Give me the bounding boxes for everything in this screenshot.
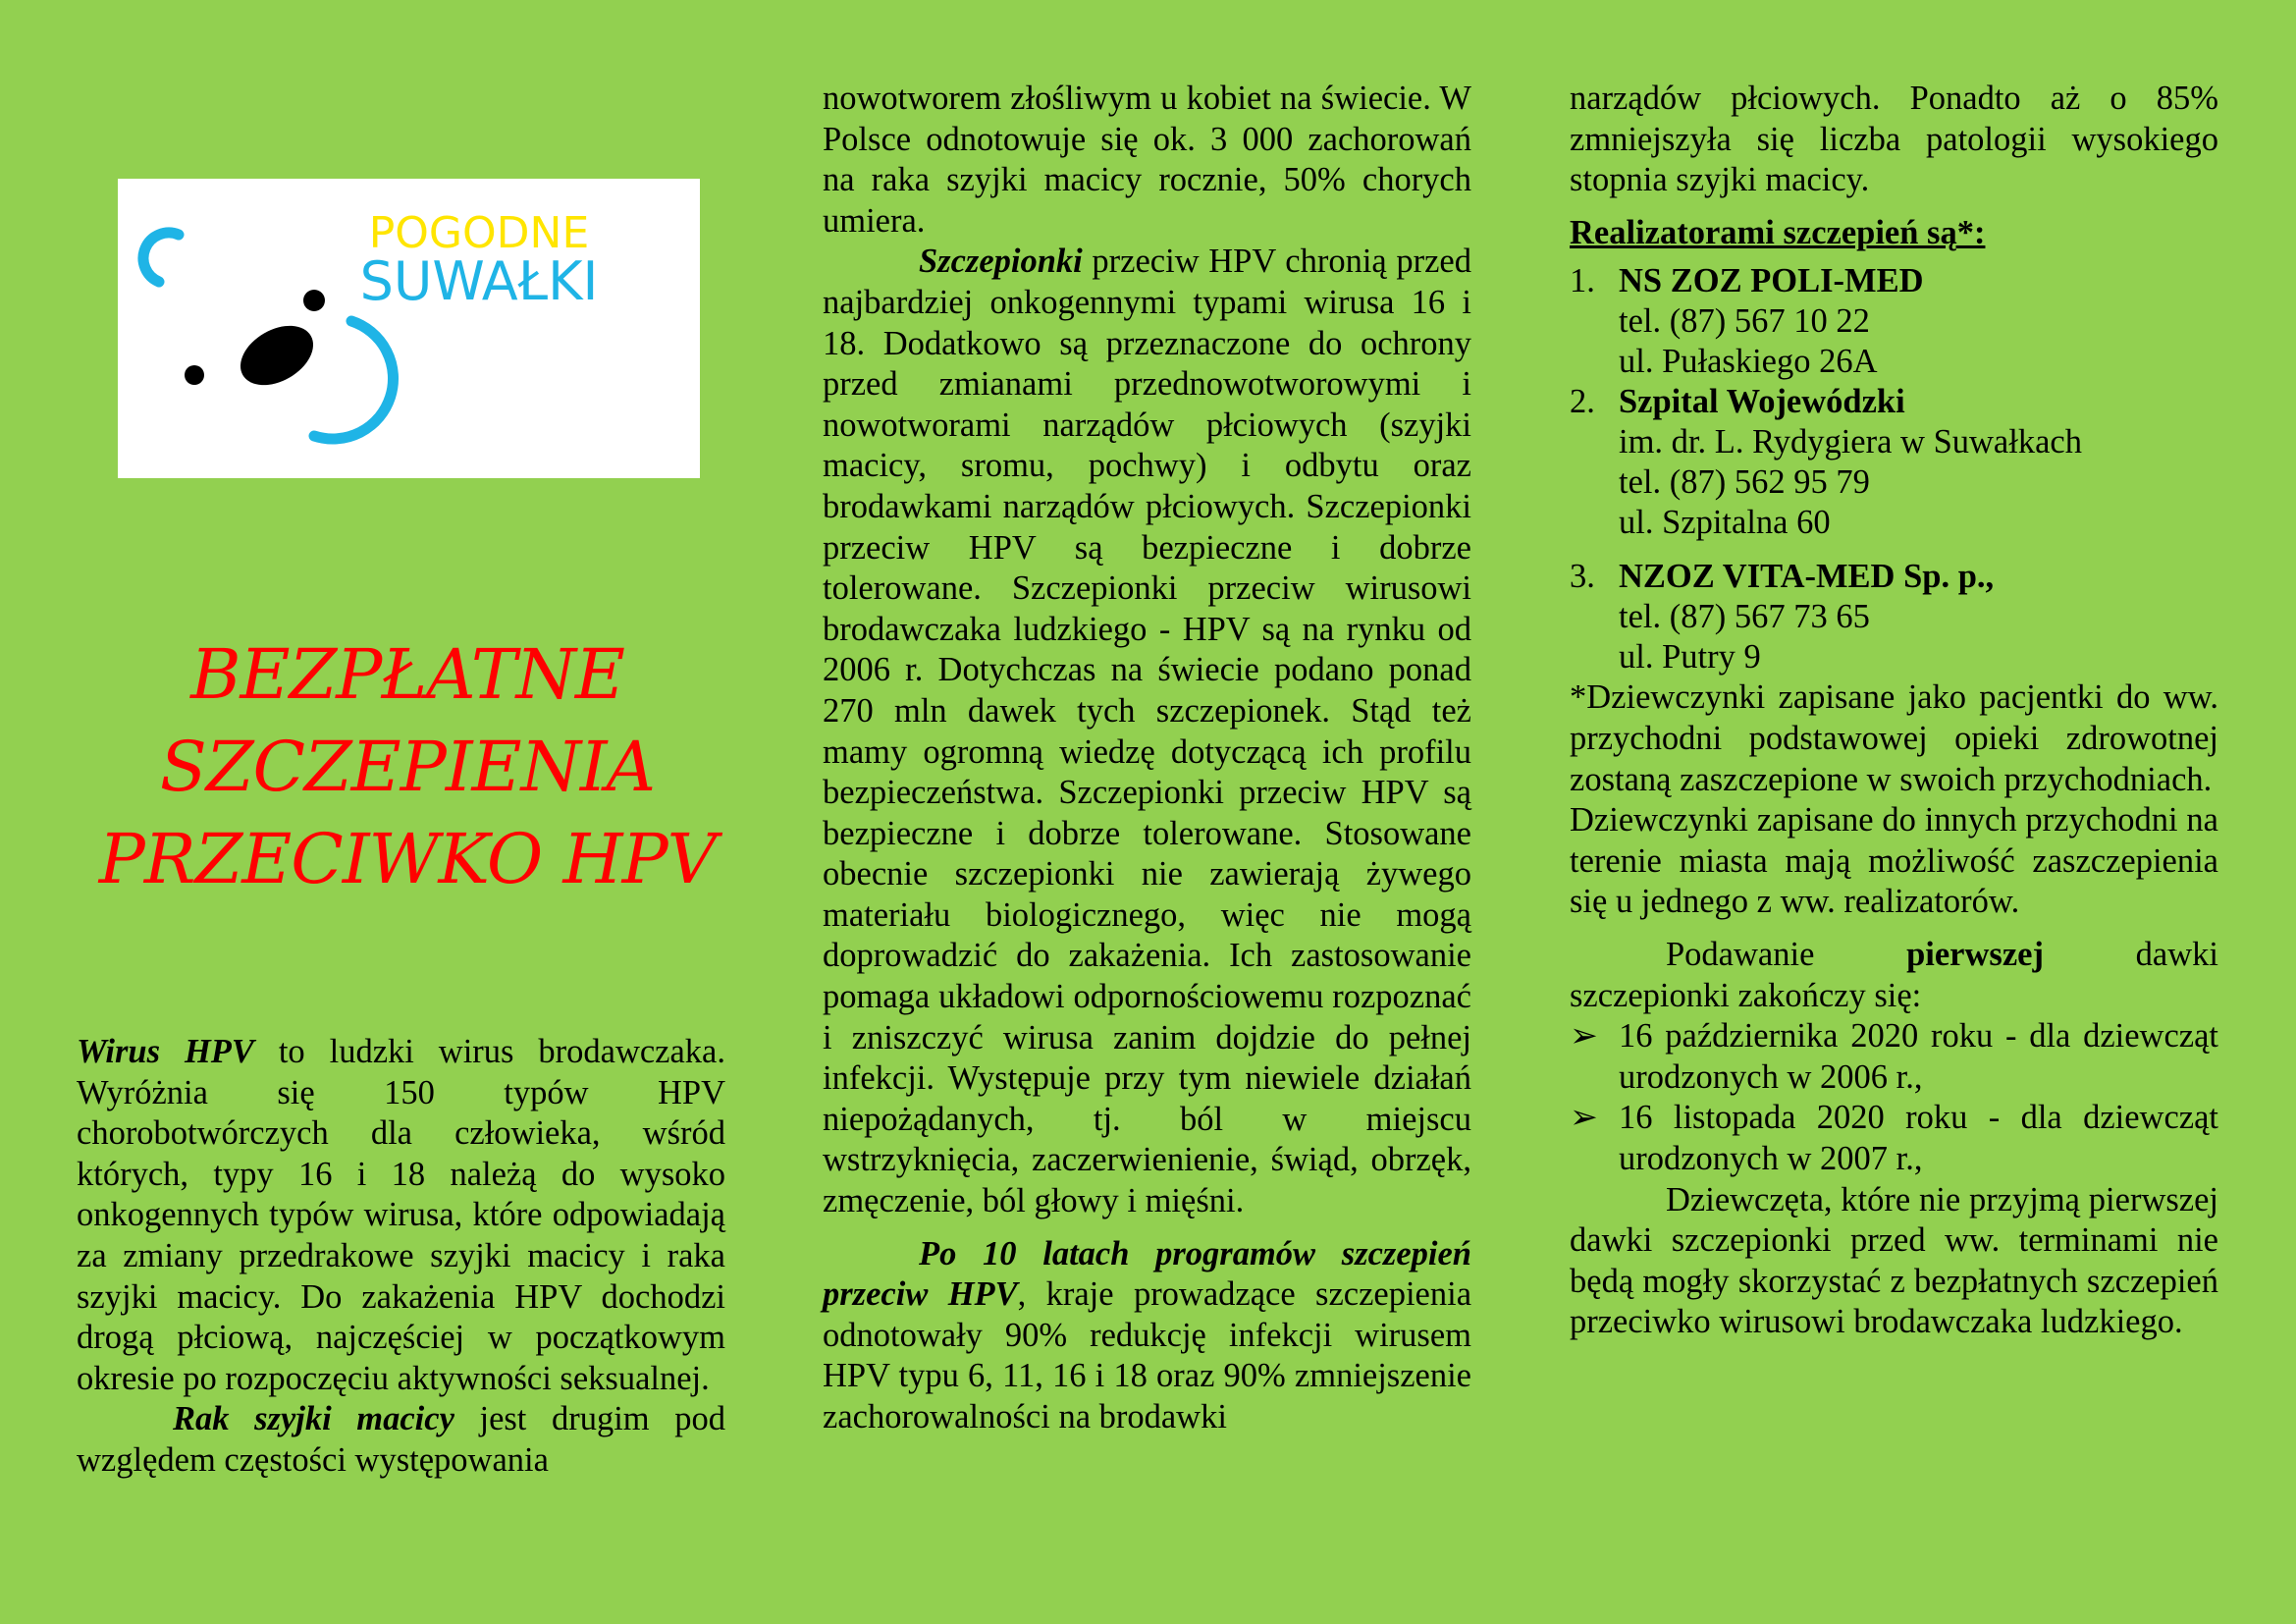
paragraph-missed-deadline: Dziewczęta, które nie przyjmą pierwszej dawki szczepionki przed ww. terminami nie będą mogły skorzystać z bezpłatnych szczepień przeciwko wirusowi brodawczaka ludzkiego. xyxy=(1570,1180,2218,1341)
provider-name: NS ZOZ POLI-MED xyxy=(1619,262,1924,300)
koala-logo-icon xyxy=(118,179,700,478)
provider-address: ul. Szpitalna 60 xyxy=(1619,504,1831,542)
cancer-text: jest drugim pod względem częstości występowania xyxy=(77,1400,725,1479)
page-title xyxy=(59,628,756,905)
paragraph-cervical-cancer xyxy=(77,1399,725,1481)
arrow-bullet-icon: ➢ xyxy=(1570,1099,1598,1137)
hpv-term: Wirus HPV xyxy=(77,1033,254,1070)
column-2 xyxy=(823,79,1471,1438)
hpv-intro-text: to ludzki wirus brodawczaka. Wyróżnia się 150 typów HPV chorobotwórczych dla człowieka, wśród których, typy 16 i 18 należą do wysoko onkogennych typów wirusa, które odpowiadają za zmiany przedrakowe szyjki macicy i raka szyjki macicy. Do zakażenia HPV dochodzi drogą płciową, najczęściej w początkowym okresie po rozpoczęciu aktywności seksualnej. xyxy=(77,1033,725,1397)
provider-address: ul. Pułaskiego 26A xyxy=(1619,343,1878,381)
deadline-item xyxy=(1570,1098,2218,1179)
provider-number: 1. xyxy=(1570,262,1595,300)
column-3 xyxy=(1570,79,2218,1343)
provider-name: Szpital Wojewódzki xyxy=(1619,383,1905,421)
provider-item xyxy=(1570,557,2218,677)
first-dose-pre: Podawanie xyxy=(1666,935,1907,973)
column-1 xyxy=(77,1032,725,1482)
paragraph-cancer-stats: nowotworem złośliwym u kobiet na świecie. W Polsce odnotowuje się ok. 3 000 zachorowań na raka szyjki macicy rocznie, 50% chorych umiera. xyxy=(823,80,1471,240)
cancer-term: Rak szyjki macicy xyxy=(173,1400,454,1438)
logo xyxy=(118,179,700,478)
provider-item xyxy=(1570,261,2218,382)
logo-line1: POGODNE xyxy=(368,208,590,258)
note-other-clinics: Dziewczynki zapisane do innych przychodni na terenie miasta mają możliwość zaszczepienia się u jednego z ww. realizatorów. xyxy=(1570,801,2218,921)
vaccines-text: przeciw HPV chronią przed najbardziej onkogennymi typami wirusa 16 i 18. Dodatkowo są przeznaczone do ochrony przed zmianami przednowotworowymi i nowotworami narządów płciowych (szyjki macicy, sromu, pochwy) i odbytu oraz brodawkami narządów płciowych. Szczepionki przeciw HPV są bezpieczne i dobrze tolerowane. Szczepionki przeciw wirusowi brodawczaka ludzkiego - HPV są na rynku od 2006 r. Dotychczas na świecie podano ponad 270 mln dawek tych szczepionek. Stąd też mamy ogromną wiedzę dotyczącą ich profilu bezpieczeństwa. Szczepionki przeciw HPV są bezpieczne i dobrze tolerowane. Stosowane obecnie szczepionki nie zawierają żywego materiału biologicznego, więc nie mogą doprowadzić do zakażenia. Ich zastosowanie pomaga układowi odpornościowemu rozpoznać i zniszczyć wirusa zanim dojdzie do pełnej infekcji. Występuje przy tym niewiele działań niepożądanych, tj. ból w miejscu wstrzyknięcia, zaczerwienienie, świąd, obrzęk, zmęczenie, ból głowy i mięśni. xyxy=(823,243,1471,1220)
programs-text: , kraje prowadzące szczepienia odnotowały 90% redukcję infekcji wirusem HPV typu 6, 11, 16 i 18 oraz 90% zmniejszenie zachorowalności na brodawki xyxy=(823,1275,1472,1435)
provider-phone: tel. (87) 567 10 22 xyxy=(1619,302,1870,341)
providers-heading: Realizatorami szczepień są*: xyxy=(1570,213,1986,251)
logo-line2: SUWAŁKI xyxy=(359,250,599,312)
title-line-3: PRZECIWKO HPV xyxy=(98,819,717,899)
first-dose-post: dawki szczepionki zakończy się: xyxy=(1570,935,2218,1014)
provider-detail: im. dr. L. Rydygiera w Suwałkach xyxy=(1619,423,2082,461)
paragraph-programs xyxy=(823,1234,1471,1438)
deadline-text: 16 października 2020 roku - dla dziewcząt urodzonych w 2006 r., xyxy=(1619,1017,2218,1096)
provider-number: 2. xyxy=(1570,383,1595,421)
vaccines-term: Szczepionki xyxy=(919,243,1083,281)
paragraph-results: narządów płciowych. Ponadto aż o 85% zmniejszyła się liczba patologii wysokiego stopnia szyjki macicy. xyxy=(1570,80,2218,199)
provider-item xyxy=(1570,382,2218,543)
title-line-2: SZCZEPIENIA xyxy=(159,727,656,807)
provider-phone: tel. (87) 567 73 65 xyxy=(1619,598,1870,636)
paragraph-vaccines xyxy=(823,242,1471,1221)
provider-phone: tel. (87) 562 95 79 xyxy=(1619,463,1870,502)
paragraph-first-dose xyxy=(1570,935,2218,1016)
title-line-1: BEZPŁATNE xyxy=(190,634,624,715)
note-own-clinic: *Dziewczynki zapisane jako pacjentki do ww. przychodni podstawowej opieki zdrowotnej zostaną zaszczepione w swoich przychodniach. xyxy=(1570,678,2218,798)
first-dose-bold: pierwszej xyxy=(1906,935,2044,973)
programs-term: Po 10 latach programów szczepień przeciw HPV xyxy=(823,1234,1471,1314)
provider-name: NZOZ VITA-MED Sp. p., xyxy=(1619,558,1995,596)
deadline-item xyxy=(1570,1016,2218,1098)
arrow-bullet-icon: ➢ xyxy=(1570,1017,1598,1056)
provider-address: ul. Putry 9 xyxy=(1619,638,1761,677)
provider-number: 3. xyxy=(1570,558,1595,596)
provider-list xyxy=(1570,261,2218,677)
paragraph-hpv-intro xyxy=(77,1032,725,1399)
deadline-text: 16 listopada 2020 roku - dla dziewcząt urodzonych w 2007 r., xyxy=(1619,1099,2218,1177)
